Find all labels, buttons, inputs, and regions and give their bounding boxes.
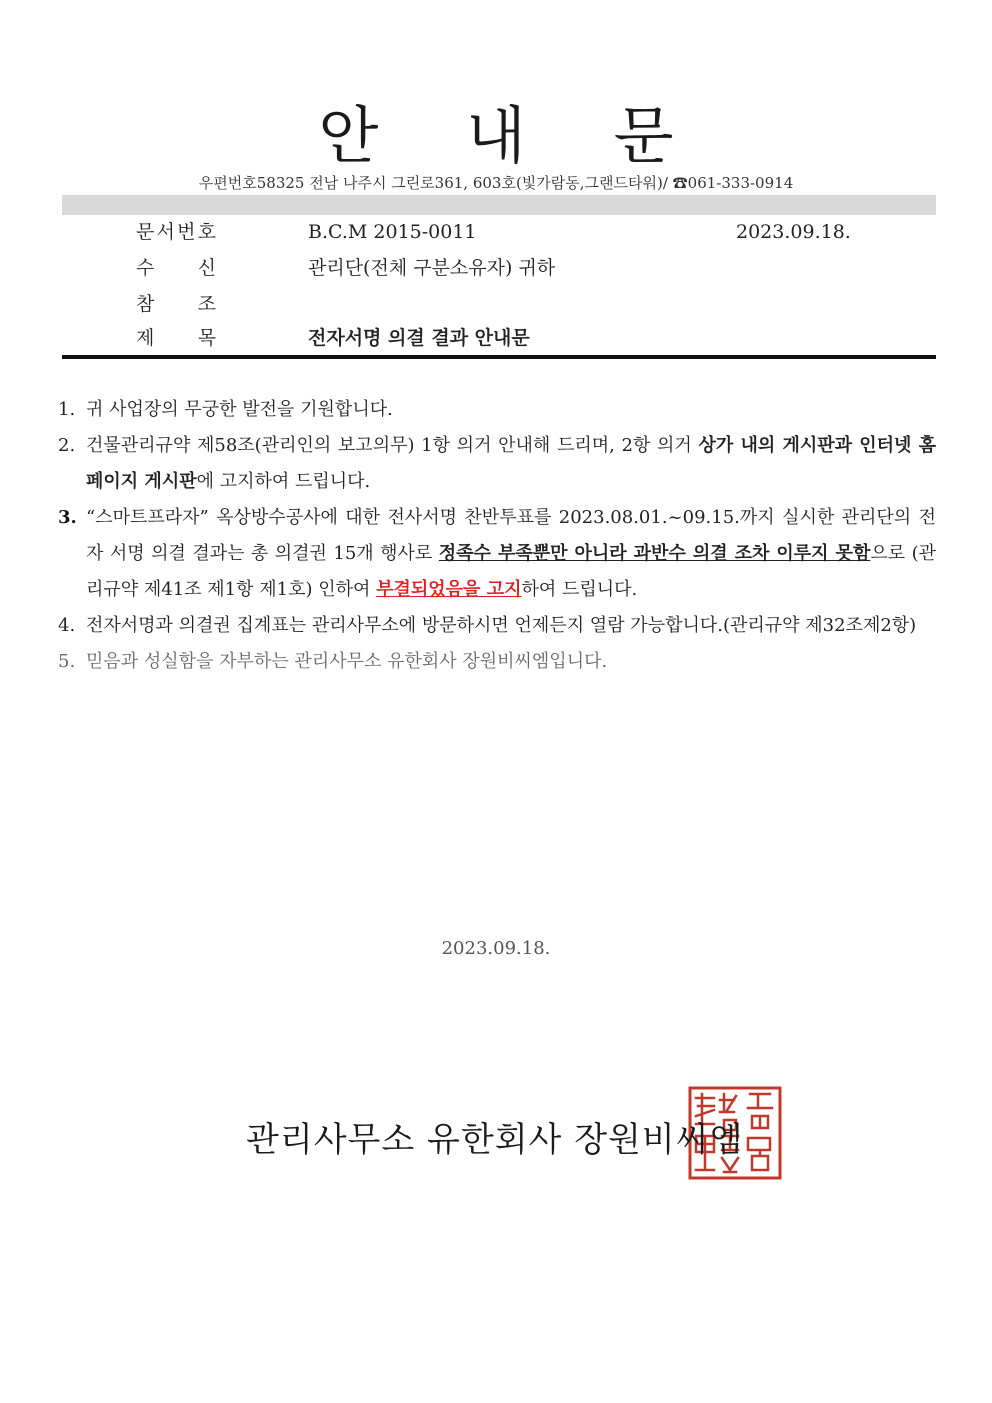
list-item: [58, 428, 936, 500]
notice-body: [58, 392, 936, 680]
item-emphasis: 상가 내의 게시판과 인터넷 홈페이지 게시판: [86, 435, 936, 492]
recipient-label: 수 신: [136, 257, 216, 279]
meta-row-subject: [62, 320, 936, 356]
meta-row-recipient: [62, 250, 936, 286]
item-text: 에 고지하여 드립니다.: [196, 471, 371, 492]
header-band: [62, 195, 936, 215]
doc-no-label: 문 서 번 호: [136, 221, 216, 243]
reference-label: 참 조: [136, 293, 216, 315]
signature-line: 관리사무소 유한회사 장원비씨엠: [246, 1120, 744, 1160]
doc-no-value: B.C.M 2015-0011: [308, 221, 477, 243]
item-number: 1.: [58, 399, 76, 420]
item-number: 4.: [58, 615, 76, 636]
subject-label: 제 목: [136, 327, 216, 349]
doc-date: 2023.09.18.: [736, 221, 851, 243]
rejection-notice: 부결되었음을 고지: [376, 579, 522, 600]
list-item: [58, 608, 936, 644]
item-number: 3.: [58, 507, 77, 528]
item-number: 5.: [58, 651, 76, 672]
item-text: 으로 (관리규약 제41조 제1항 제1호) 인하여: [86, 543, 936, 600]
header-rule: [62, 355, 936, 359]
office-address: 우편번호58325 전남 나주시 그린로361, 603호(빛가람동,그랜드타워)/ ☎061-333-0914: [198, 174, 794, 192]
subject-value: 전자서명 의결 결과 안내문: [308, 327, 530, 349]
list-item: [58, 644, 936, 680]
list-item: [58, 500, 936, 608]
item-underlined: 정족수 부족뿐만 아니라 과반수 의결 조차 이루지 못함: [438, 543, 871, 564]
document-title: 안 내 문: [318, 99, 708, 172]
item-number: 2.: [58, 435, 76, 456]
item-text: 하여 드립니다.: [521, 579, 638, 600]
recipient-value: 관리단(전체 구분소유자) 귀하: [308, 257, 556, 279]
item-text: “스마트프라자” 옥상방수공사에 대한 전사서명 찬반투표를 2023.08.01.~09.15.까지 실시한 관리단의 전자 서명 의결 결과는 총 의결권 15개 행사로: [86, 507, 936, 564]
list-item: [58, 392, 936, 428]
meta-row-reference: [62, 286, 936, 322]
footer-date: 2023.09.18.: [441, 938, 551, 959]
item-text: 전자서명과 의결권 집계표는 관리사무소에 방문하시면 언제든지 열람 가능합니다.(관리규약 제32조제2항): [86, 615, 917, 636]
item-text: 귀 사업장의 무궁한 발전을 기원합니다.: [86, 399, 393, 420]
item-text: 믿음과 성실함을 자부하는 관리사무소 유한회사 장원비씨엠입니다.: [86, 651, 608, 672]
item-text: 건물관리규약 제58조(관리인의 보고의무) 1항 의거 안내해 드리며, 2항 의거: [86, 435, 699, 456]
meta-row-doc-no: [62, 214, 936, 250]
